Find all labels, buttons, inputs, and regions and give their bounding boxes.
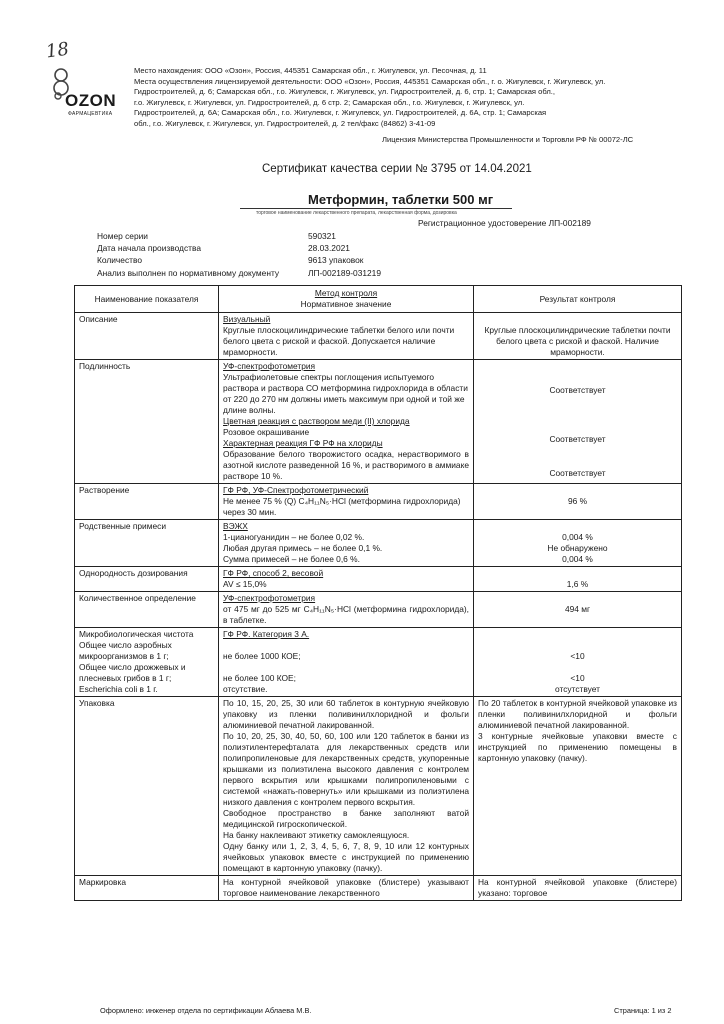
row-result <box>474 697 682 876</box>
header-norm-label: Нормативное значение <box>300 299 392 309</box>
handwritten-page-number: 18 <box>44 38 71 63</box>
norm-text: Круглые плоскоцилиндрические таблетки белого или почти белого цвета с риской и фаской. Допускается наличие мраморности. <box>223 325 455 357</box>
result-value: Соответствует <box>549 468 606 478</box>
table-header-row <box>75 286 682 313</box>
norm-text: AV ≤ 15,0% <box>223 579 267 589</box>
table-row <box>75 520 682 567</box>
result-value: <10 <box>570 651 585 661</box>
table-row <box>75 628 682 697</box>
product-caption: торговое наименование лекарственного препарата, лекарственная форма, дозировка <box>256 210 457 216</box>
registration-certificate: Регистрационное удостоверение ЛП-002189 <box>418 218 591 228</box>
row-norm <box>219 567 474 592</box>
micro-name: Микробиологическая чистота <box>79 629 194 639</box>
norm-text: Розовое окрашивание <box>223 427 310 437</box>
method-label: Визуальный <box>223 314 271 324</box>
row-norm <box>219 484 474 520</box>
norm-text: Образование белого творожистого осадка, нерастворимого в азотной кислоте разведенной 16 %, и растворимого в аммиаке растворе 10 %. <box>223 449 469 481</box>
table-row <box>75 484 682 520</box>
header-method-label: Метод контроля <box>314 288 378 298</box>
norm-text: не более 1000 КОЕ; <box>223 651 301 661</box>
norm-text: На банку наклеивают этикетку самоклеящуюся. <box>223 830 410 840</box>
micro-name: Общее число аэробных микроорганизмов в 1 г; <box>79 640 172 661</box>
result-value: <10 <box>570 673 585 683</box>
info-value-normative-doc: ЛП-002189-031219 <box>308 268 381 278</box>
info-value-quantity: 9613 упаковок <box>308 255 364 265</box>
norm-text: Сумма примесей – не более 0,6 %. <box>223 554 360 564</box>
norm-text: По 10, 20, 25, 30, 40, 50, 60, 100 или 120 таблеток в банки из полиэтилентерефталата для лекарственных средств или полипропиленовые для лекарственных средств, укупоренные крышками из полиэтилена высокого давления с контролем первого вскрытия или крышками полипропиленовыми с системой «нажать-повернуть» или крышками из полиэтилена низкого давления с контролем первого вскрытия. <box>223 731 469 807</box>
method-label: Цветная реакция с раствором меди (II) хлорида <box>223 416 410 426</box>
row-norm <box>219 592 474 628</box>
certificate-title: Сертификат качества серии № 3795 от 14.04.2021 <box>262 163 532 175</box>
method-label: ГФ РФ, способ 2, весовой <box>223 568 324 578</box>
norm-text: от 475 мг до 525 мг C₄H₁₁N₅·HCl (метформина гидрохлорида), в таблетке. <box>223 604 469 625</box>
table-row <box>75 697 682 876</box>
row-name: Описание <box>75 313 219 360</box>
norm-text: 1-цианогуанидин – не более 0,02 %. <box>223 532 365 542</box>
company-header <box>134 66 694 130</box>
product-name: Метформин, таблетки 500 мг <box>308 192 494 207</box>
result-value: Не обнаружено <box>547 543 608 553</box>
header-indicator: Наименование показателя <box>75 286 219 313</box>
norm-text: Не менее 75 % (Q) C₄H₁₁N₅·HCl (метформина гидрохлорида) через 30 мин. <box>223 496 461 517</box>
row-result <box>474 520 682 567</box>
norm-text: Свободное пространство в банке заполняют ватой медицинской гигроскопической. <box>223 808 469 829</box>
method-label: ГФ РФ. Категория 3 А. <box>223 629 310 639</box>
row-result: На контурной ячейковой упаковке (блистере) указано: торговое <box>474 876 682 901</box>
row-name: Подлинность <box>75 360 219 484</box>
header-line: г.о. Жигулевск, г. Жигулевск, ул. Гидростроителей, д. 6 стр. 2; Самарская обл., г.о. Жигулевск, г. Жигулевск, ул. <box>134 97 525 107</box>
info-label-normative-doc: Анализ выполнен по нормативному документу <box>97 268 280 278</box>
header-method <box>219 286 474 313</box>
row-norm <box>219 628 474 697</box>
method-label: Характерная реакция ГФ РФ на хлориды <box>223 438 383 448</box>
header-line: Гидростроителей, д. 6; Самарская обл., г.о. Жигулевск, г. Жигулевск, ул. Гидростроителей, д. 6, стр. 1; Самарская обл., <box>134 87 556 97</box>
row-result: 96 % <box>474 484 682 520</box>
result-text: 3 контурные ячейковые упаковки вместе с инструкцией по применению помещены в картонную упаковку (пачку). <box>478 731 677 763</box>
license-line: Лицензия Министерства Промышленности и Торговли РФ № 00072-ЛС <box>382 135 634 144</box>
row-norm <box>219 313 474 360</box>
method-label: УФ-спектрофотометрия <box>223 593 316 603</box>
micro-name: Escherichia coli в 1 г. <box>79 684 158 694</box>
info-value-batch: 590321 <box>308 231 336 241</box>
norm-text: Одну банку или 1, 2, 3, 4, 5, 6, 7, 8, 9, 10 или 12 контурных ячейковых упаковок вместе с инструкцией по применению помещают в картонную упаковку (пачку). <box>223 841 469 873</box>
micro-name: Общее число дрожжевых и плесневых грибов в 1 г; <box>79 662 186 683</box>
row-result: 1,6 % <box>474 567 682 592</box>
table-row <box>75 876 682 901</box>
norm-text: не более 100 КОЕ; <box>223 673 296 683</box>
header-result: Результат контроля <box>474 286 682 313</box>
table-row <box>75 360 682 484</box>
quality-table <box>74 285 682 901</box>
row-name: Растворение <box>75 484 219 520</box>
norm-text: Любая другая примесь – не более 0,1 %. <box>223 543 383 553</box>
table-row <box>75 567 682 592</box>
result-value: отсутствует <box>555 684 600 694</box>
result-value: Соответствует <box>549 385 606 395</box>
info-label-start-date: Дата начала производства <box>97 243 201 253</box>
row-norm: На контурной ячейковой упаковке (блистере) указывают торговое наименование лекарственного <box>219 876 474 901</box>
row-name: Однородность дозирования <box>75 567 219 592</box>
row-result: Круглые плоскоцилиндрические таблетки почти белого цвета с риской и фаской. Наличие мраморности. <box>474 313 682 360</box>
row-name: Упаковка <box>75 697 219 876</box>
result-value: Соответствует <box>549 434 606 444</box>
norm-text: По 10, 15, 20, 25, 30 или 60 таблеток в контурную ячейковую упаковку из пленки поливинилхлоридной и фольги алюминиевой печатной лакированной. <box>223 698 469 730</box>
row-result: 494 мг <box>474 592 682 628</box>
row-result <box>474 360 682 484</box>
header-line: обл., г.о. Жигулевск, г. Жигулевск, ул. Гидростроителей, д. 2 тел/факс (84862) 3-41-09 <box>134 118 436 128</box>
info-label-batch: Номер серии <box>97 231 148 241</box>
header-line: Место нахождения: ООО «Озон», Россия, 445351 Самарская обл., г. Жигулевск, ул. Песочная, д. 11 <box>134 66 487 75</box>
row-result <box>474 628 682 697</box>
logo-subtitle: ФАРМАЦЕВТИКА <box>68 111 113 117</box>
row-norm <box>219 697 474 876</box>
header-line: Места осуществления лицензируемой деятельности: ООО «Озон», Россия, 445351 Самарская обл., г. о. Жигулевск, г. Жигулевск, ул. <box>134 76 606 86</box>
method-label: УФ-спектрофотометрия <box>223 361 316 371</box>
method-label: ВЭЖХ <box>223 521 248 531</box>
row-name <box>75 628 219 697</box>
footer-page-number: Страница: 1 из 2 <box>614 1006 672 1015</box>
header-line: Гидростроителей, д. 6А; Самарская обл., г.о. Жигулевск, г. Жигулевск, ул. Гидростроителей, д. 6А, стр. 1; Самарская <box>134 108 547 118</box>
row-name: Количественное определение <box>75 592 219 628</box>
info-label-quantity: Количество <box>97 255 142 265</box>
row-norm <box>219 360 474 484</box>
norm-text: отсутствие. <box>223 684 268 694</box>
info-value-start-date: 28.03.2021 <box>308 243 350 253</box>
norm-text: Ультрафиолетовые спектры поглощения испытуемого раствора и раствора СО метформина гидрохлорида в области от 220 до 270 нм должны иметь максимум при одной и той же длине волны. <box>223 372 468 415</box>
method-label: ГФ РФ, УФ-Спектрофотометрический <box>223 485 369 495</box>
footer-prepared-by: Оформлено: инженер отдела по сертификации Аблаева М.В. <box>100 1006 312 1015</box>
result-text: По 20 таблеток в контурной ячейковой упаковке из пленки поливинилхлоридной и фольги алюминиевой печатной лакированной. <box>478 698 677 730</box>
logo-brand: OZON <box>65 91 117 110</box>
row-name: Маркировка <box>75 876 219 901</box>
result-value: 0,004 % <box>562 532 593 542</box>
company-logo <box>50 66 130 120</box>
result-value: 0,004 % <box>562 554 593 564</box>
table-row <box>75 592 682 628</box>
row-name: Родственные примеси <box>75 520 219 567</box>
product-underline <box>240 208 512 209</box>
row-norm <box>219 520 474 567</box>
table-row <box>75 313 682 360</box>
